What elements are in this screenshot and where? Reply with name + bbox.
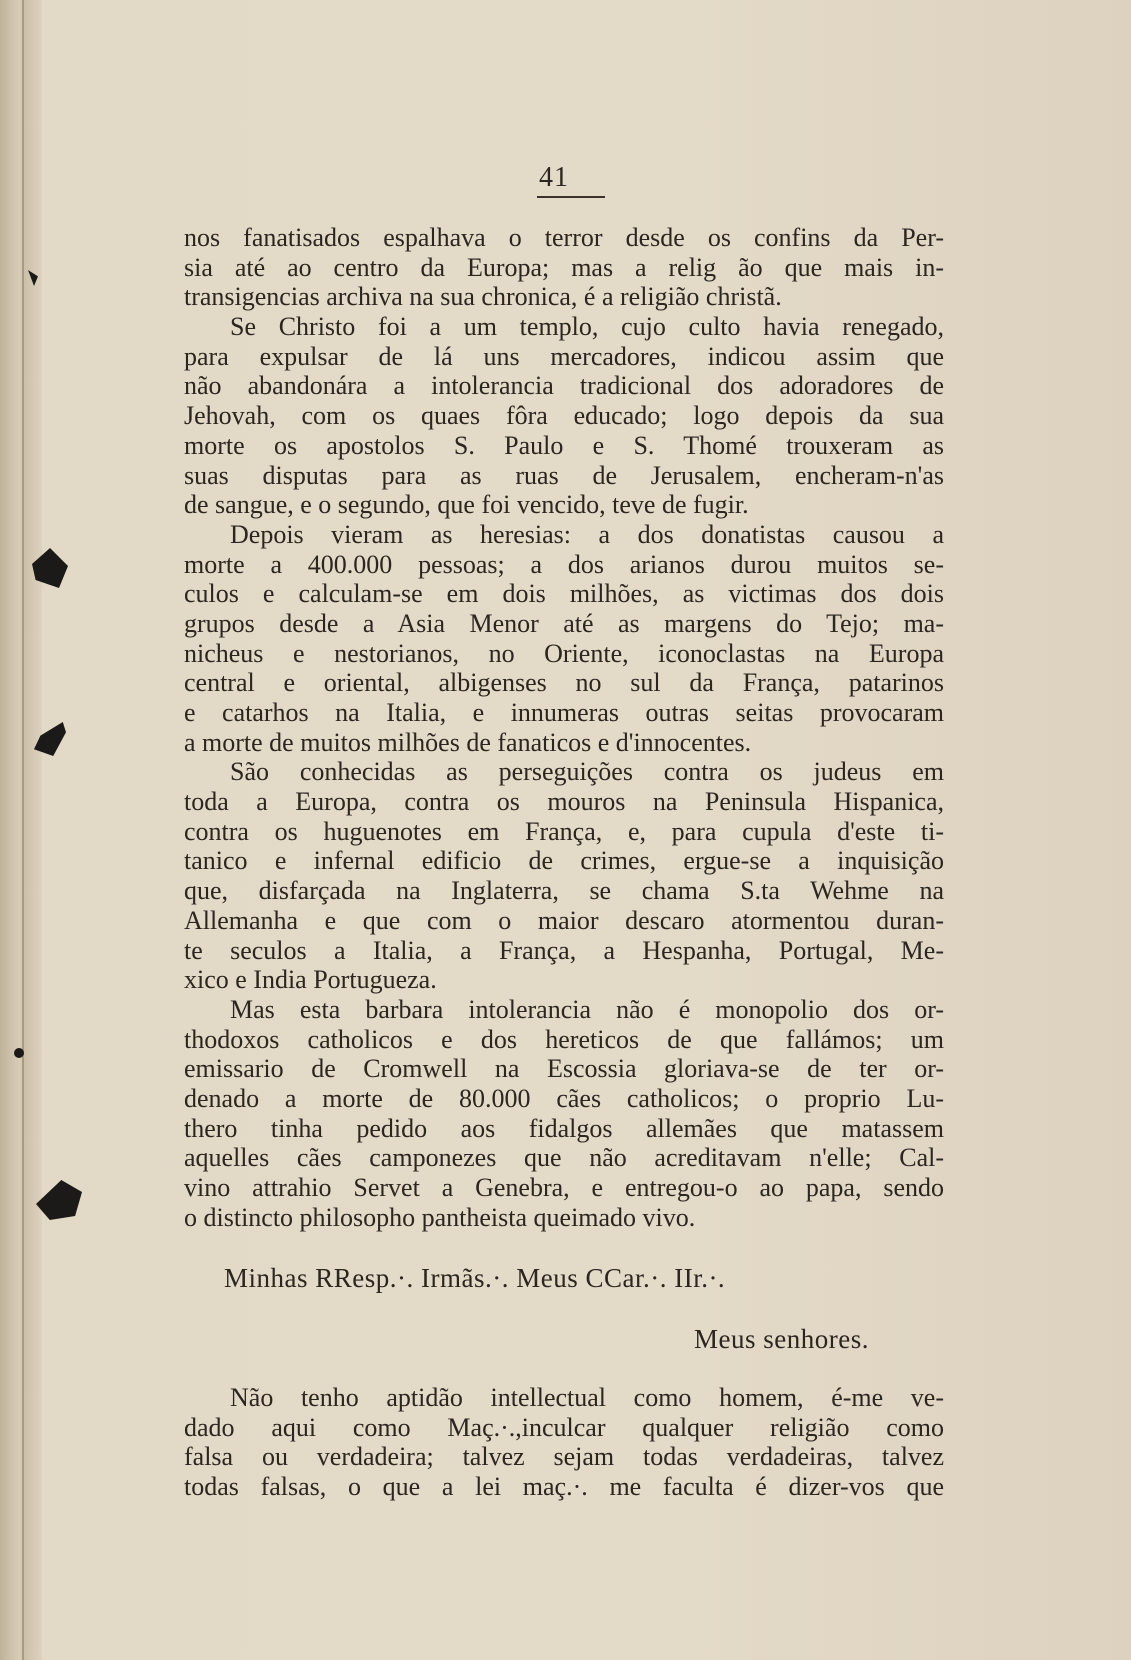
text-line: não abandonára a intolerancia tradicional dos adoradores de <box>184 371 944 401</box>
text-line: contra os huguenotes em França, e, para cupula d'este ti- <box>184 816 944 846</box>
spine-fold-line <box>22 0 24 1660</box>
text-line: falsa ou verdadeira; talvez sejam todas verdadeiras, talvez <box>184 1442 944 1472</box>
final-paragraph <box>184 1383 944 1502</box>
text-line: para expulsar de lá uns mercadores, indicou assim que <box>184 341 944 371</box>
closing: Meus senhores. <box>694 1324 869 1354</box>
text-line: denado a morte de 80.000 cães catholicos; o proprio Lu- <box>184 1083 944 1113</box>
text-line: morte a 400.000 pessoas; a dos arianos durou muitos se- <box>184 549 944 579</box>
book-spine <box>0 0 42 1660</box>
text-line: xico e India Portugueza. <box>184 965 437 995</box>
text-line: tanico e infernal edificio de crimes, ergue-se a inquisição <box>184 846 944 876</box>
page-number: 41 <box>539 162 569 193</box>
text-line: Não tenho aptidão intellectual como homem, é-me ve- <box>230 1383 944 1412</box>
text-line: sia até ao centro da Europa; mas a relig ão que mais in- <box>184 252 944 282</box>
text-line: thodoxos catholicos e dos hereticos de que fallámos; um <box>184 1024 944 1054</box>
text-line: Jehovah, com os quaes fôra educado; logo depois da sua <box>184 401 944 431</box>
body-text <box>184 223 944 1232</box>
text-line: a morte de muitos milhões de fanaticos e d'innocentes. <box>184 727 752 757</box>
text-line: te seculos a Italia, a França, a Hespanha, Portugal, Me- <box>184 935 944 965</box>
text-line: que, disfarçada na Inglaterra, se chama S.ta Wehme na <box>184 876 944 906</box>
text-line: thero tinha pedido aos fidalgos allemães que matassem <box>184 1113 944 1143</box>
text-line: morte os apostolos S. Paulo e S. Thomé trouxeram as <box>184 430 944 460</box>
text-line: transigencias archiva na sua chronica, é a religião christã. <box>184 282 782 312</box>
text-line: de sangue, e o segundo, que foi vencido, teve de fugir. <box>184 490 749 520</box>
text-line: toda a Europa, contra os mouros na Peninsula Hispanica, <box>184 787 944 817</box>
text-line: culos e calculam-se em dois milhões, as victimas dos dois <box>184 579 944 609</box>
text-line: todas falsas, o que a lei maç.·. me faculta é dizer-vos que <box>184 1472 944 1502</box>
page-number-rule <box>537 196 605 198</box>
text-line: grupos desde a Asia Menor até as margens do Tejo; ma- <box>184 608 944 638</box>
text-line: suas disputas para as ruas de Jerusalem, encheram-n'as <box>184 460 944 490</box>
text-line: Mas esta barbara intolerancia não é monopolio dos or- <box>230 994 944 1024</box>
text-line: nicheus e nestorianos, no Oriente, iconoclastas na Europa <box>184 638 944 668</box>
text-line: emissario de Cromwell na Escossia gloriava-se de ter or- <box>184 1054 944 1084</box>
text-line: vino attrahio Servet a Genebra, e entregou-o ao papa, sendo <box>184 1173 944 1202</box>
text-line: dado aqui como Maç.·.,inculcar qualquer religião como <box>184 1412 944 1442</box>
text-line: aquelles cães camponezes que não acreditavam n'elle; Cal- <box>184 1143 944 1173</box>
salutation: Minhas RResp.·. Irmãs.·. Meus CCar.·. IIr.·. <box>224 1263 726 1293</box>
text-line: São conhecidas as perseguições contra os judeus em <box>230 757 944 787</box>
text-line: Depois vieram as heresias: a dos donatistas causou a <box>230 519 944 549</box>
text-line: e catarhos na Italia, e innumeras outras seitas provocaram <box>184 698 944 727</box>
text-line: nos fanatisados espalhava o terror desde os confins da Per- <box>184 223 944 252</box>
paper-damage-mark <box>36 1180 82 1220</box>
text-line: Se Christo foi a um templo, cujo culto havia renegado, <box>230 312 944 342</box>
paper-damage-mark <box>14 1048 24 1058</box>
text-line: o distincto philosopho pantheista queimado vivo. <box>184 1202 696 1232</box>
text-line: Allemanha e que com o maior descaro atormentou duran- <box>184 905 944 935</box>
text-line: central e oriental, albigenses no sul da França, patarinos <box>184 668 944 698</box>
